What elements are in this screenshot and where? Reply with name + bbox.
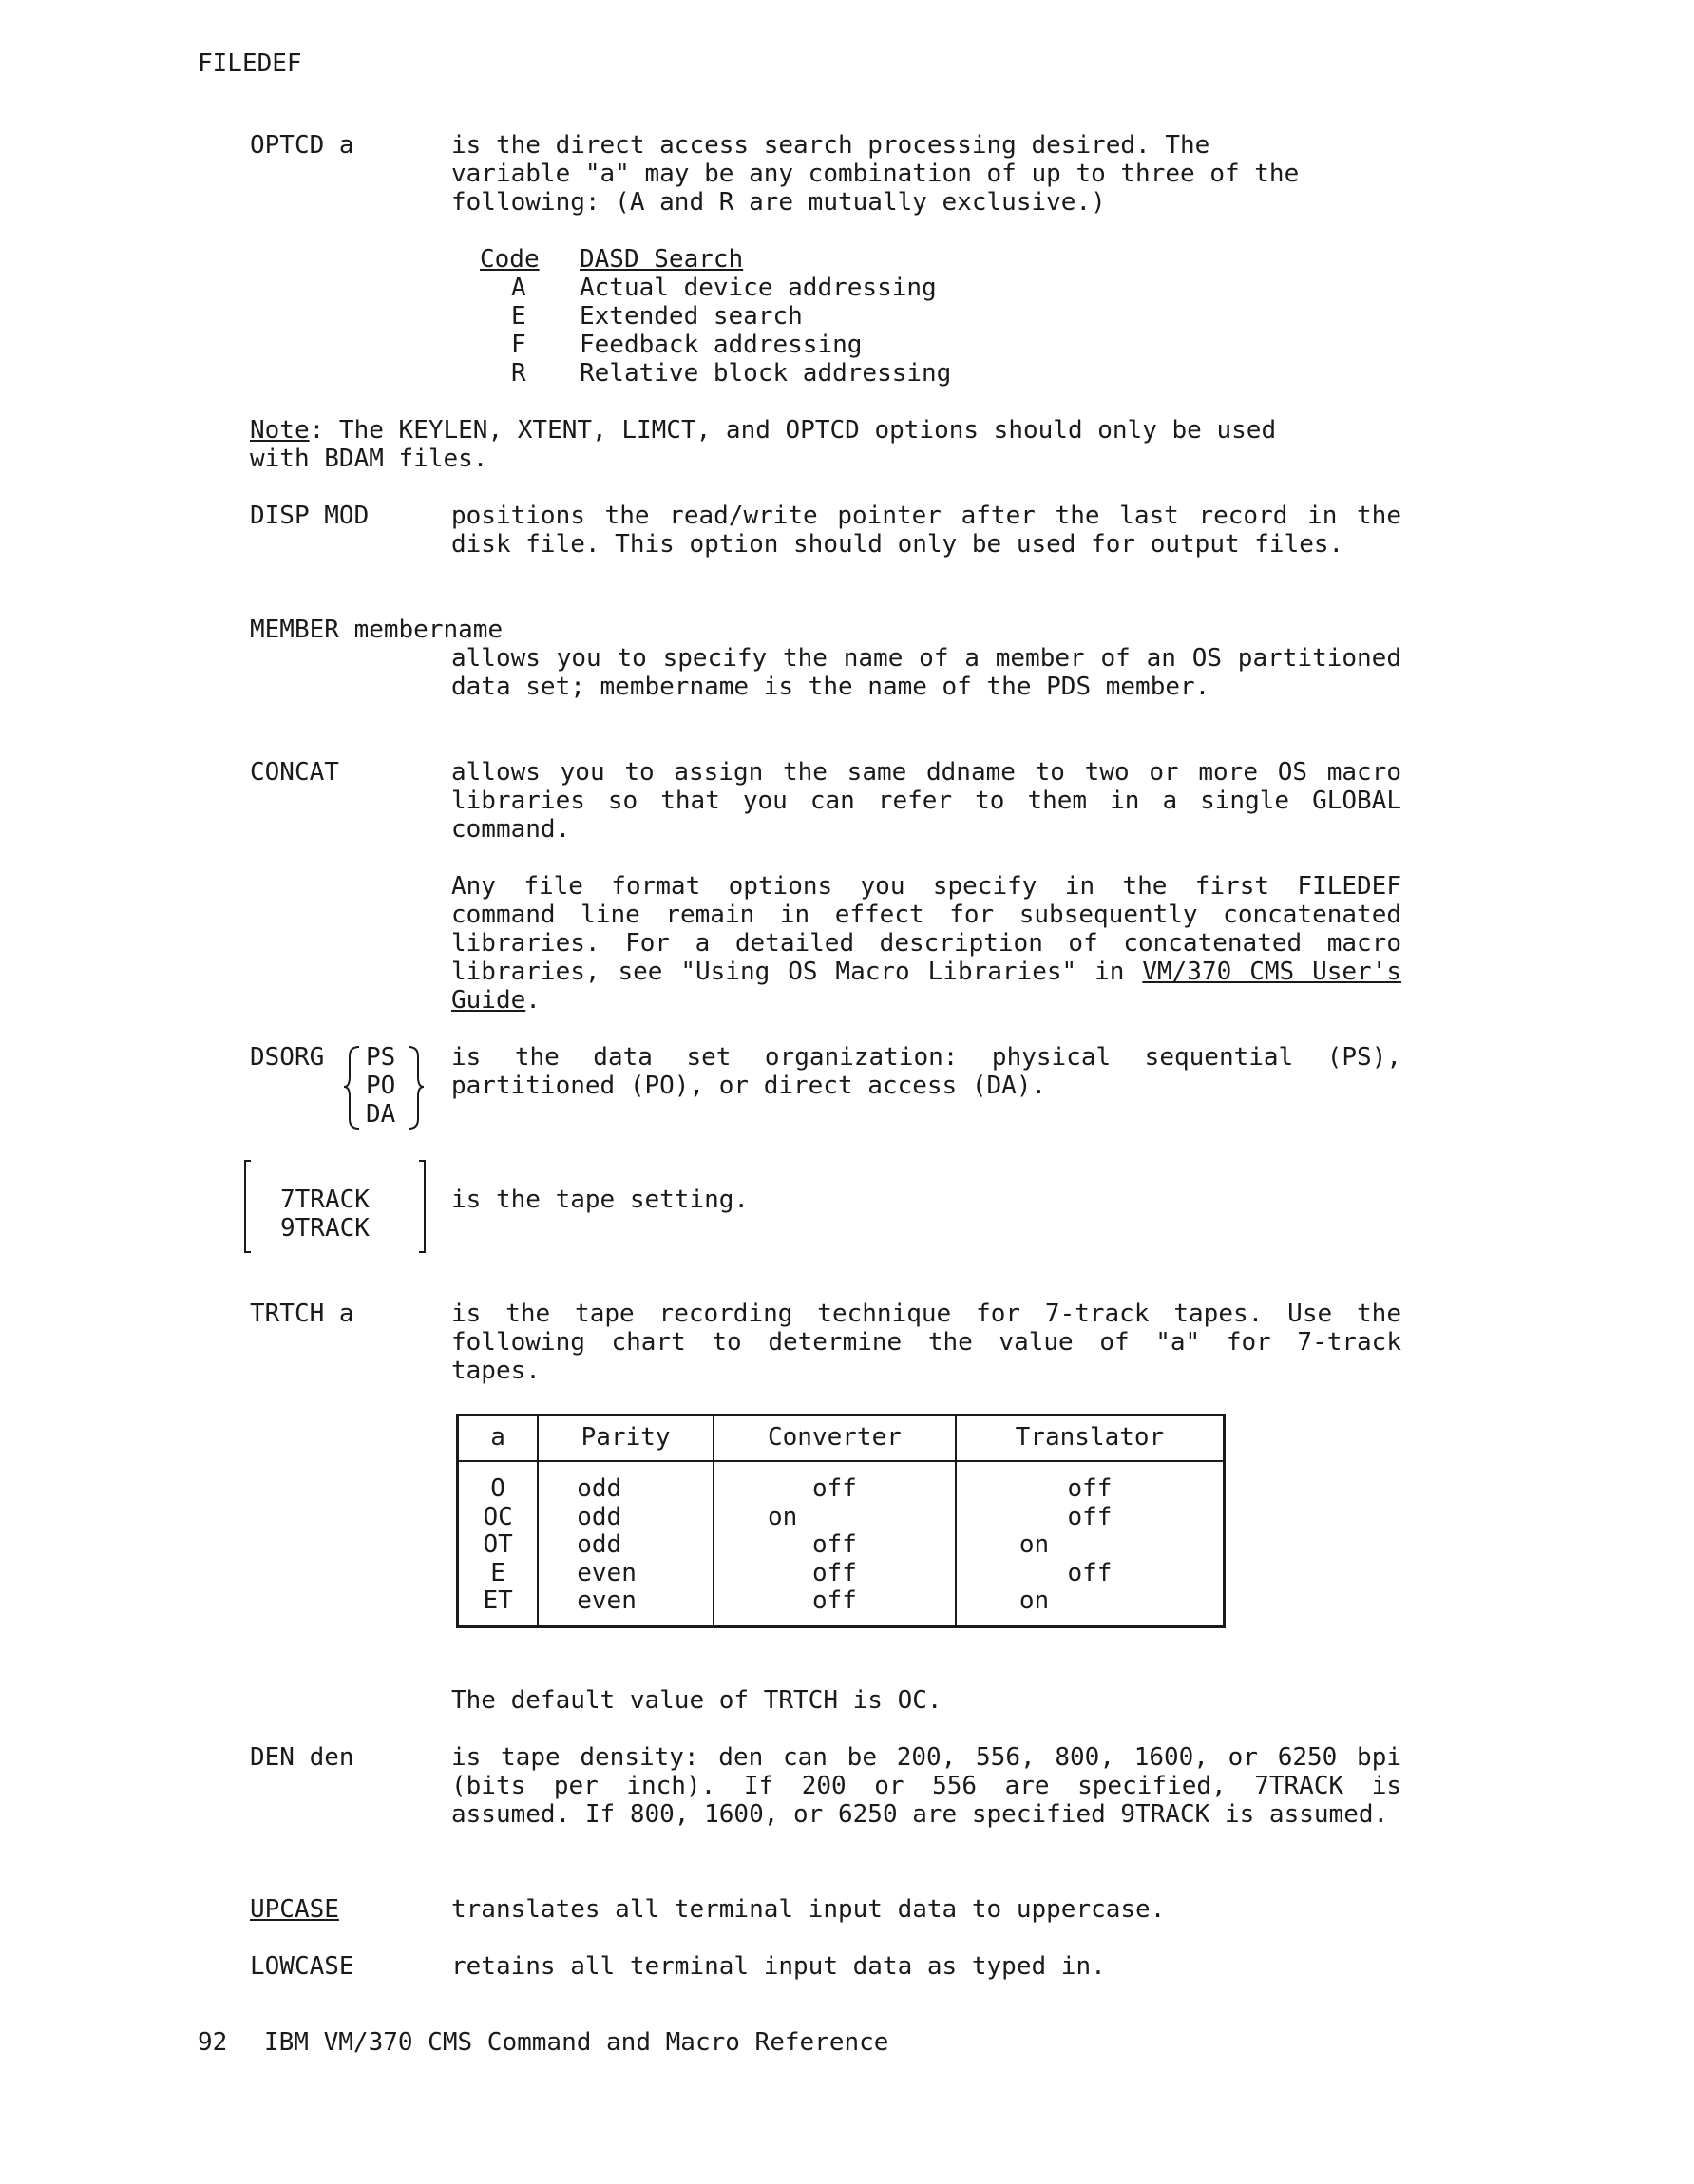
table-row	[458, 1587, 1225, 1626]
cms-users-guide-reference: VM/370 CMS User's Guide	[451, 958, 1402, 1015]
note-line-2: with BDAM files.	[250, 445, 488, 473]
dasd-desc: Actual device addressing	[580, 274, 937, 302]
trtch-term: TRTCH a	[250, 1300, 354, 1328]
note-text: : The KEYLEN, XTENT, LIMCT, and OPTCD options should only be used	[309, 416, 1277, 445]
dasd-code: F	[511, 331, 526, 359]
dasd-code: R	[511, 359, 526, 388]
upcase-term: UPCASE	[250, 1895, 339, 1924]
left-bracket	[245, 1161, 251, 1252]
cell-a: E	[490, 1558, 505, 1587]
cell-converter: off	[714, 1531, 956, 1560]
lowcase-desc: retains all terminal input data as typed in.	[451, 1952, 1106, 1981]
running-header: FILEDEF	[198, 49, 302, 78]
right-bracket	[419, 1161, 425, 1252]
table-row	[458, 1560, 1225, 1588]
col-converter: Converter	[714, 1415, 956, 1462]
upcase-desc: translates all terminal input data to uppercase.	[451, 1895, 1166, 1924]
cell-parity: odd	[538, 1504, 714, 1532]
lowcase-term: LOWCASE	[250, 1952, 354, 1981]
dsorg-braces	[342, 1043, 437, 1130]
dsorg-option-da: DA	[366, 1100, 396, 1129]
dsorg-option-ps: PS	[366, 1043, 396, 1072]
dasd-desc: Feedback addressing	[580, 331, 863, 359]
table-header-row	[458, 1415, 1225, 1462]
cell-a: O	[490, 1474, 505, 1503]
dasd-search-header: DASD Search	[580, 245, 744, 274]
right-brace	[409, 1047, 424, 1129]
col-translator: Translator	[956, 1415, 1225, 1462]
den-term: DEN den	[250, 1743, 354, 1772]
cell-parity: odd	[538, 1531, 714, 1560]
dasd-code-header: Code	[480, 245, 540, 274]
cell-a: OT	[483, 1530, 513, 1559]
cell-converter: off	[714, 1587, 956, 1626]
dsorg-term: DSORG	[250, 1043, 325, 1072]
cell-parity: even	[538, 1560, 714, 1588]
dsorg-desc: is the data set organization: physical sequential (PS), partitioned (PO), or direct access (DA).	[451, 1043, 1401, 1100]
cell-translator: on	[956, 1587, 1225, 1626]
cell-a: ET	[483, 1586, 513, 1615]
left-brace	[344, 1047, 359, 1129]
cell-translator: off	[956, 1461, 1225, 1504]
cell-converter: off	[714, 1560, 956, 1588]
table-row	[458, 1504, 1225, 1532]
disp-mod-term: DISP MOD	[250, 502, 370, 530]
note-label: Note	[250, 416, 310, 445]
concat-desc-2-text: Any file format options you specify in the first FILEDEF command line remain in effect for subsequently concatenated libraries. For a detailed description of concatenated macro libraries, see "Using OS Macro Libraries" in	[451, 872, 1401, 986]
member-desc: allows you to specify the name of a member of an OS partitioned data set; membername is the name of the PDS member.	[451, 644, 1401, 701]
optcd-line-1: is the direct access search processing desired. The	[451, 131, 1210, 160]
table-row	[458, 1461, 1225, 1504]
dasd-code: E	[511, 302, 526, 331]
cell-translator: off	[956, 1504, 1225, 1532]
dasd-desc: Relative block addressing	[580, 359, 952, 388]
cell-translator: off	[956, 1560, 1225, 1588]
dsorg-option-po: PO	[366, 1072, 396, 1100]
cell-a: OC	[483, 1502, 513, 1531]
trtch-desc: is the tape recording technique for 7-track tapes. Use the following chart to determine the value of "a" for 7-track tapes.	[451, 1300, 1401, 1385]
book-title: IBM VM/370 CMS Command and Macro Reference	[264, 2028, 889, 2057]
track-option-7: 7TRACK	[280, 1186, 370, 1214]
trtch-table	[456, 1414, 1226, 1628]
cell-converter: on	[714, 1504, 956, 1532]
note-line-1	[250, 416, 1276, 445]
concat-term: CONCAT	[250, 758, 339, 787]
col-parity: Parity	[538, 1415, 714, 1462]
den-desc: is tape density: den can be 200, 556, 800, 1600, or 6250 bpi (bits per inch). If 200 or 556 are specified, 7TRACK is assumed. If 800, 1600, or 6250 are specified 9TRACK is assumed.	[451, 1743, 1401, 1829]
table-row	[458, 1531, 1225, 1560]
cell-converter: off	[714, 1461, 956, 1504]
optcd-line-2: variable "a" may be any combination of up to three of the	[451, 160, 1300, 188]
cell-translator: on	[956, 1531, 1225, 1560]
col-a: a	[458, 1415, 539, 1462]
optcd-line-3: following: (A and R are mutually exclusive.)	[451, 188, 1106, 217]
concat-desc-1: allows you to assign the same ddname to two or more OS macro libraries so that you can refer to them in a single GLOBAL command.	[451, 758, 1401, 844]
track-desc: is the tape setting.	[451, 1186, 750, 1214]
disp-mod-desc: positions the read/write pointer after the last record in the disk file. This option should only be used for output files.	[451, 502, 1401, 559]
member-term: MEMBER membername	[250, 616, 504, 644]
concat-desc-2	[451, 872, 1401, 1015]
page-number: 92	[198, 2028, 228, 2057]
cell-parity: odd	[538, 1461, 714, 1504]
track-option-9: 9TRACK	[280, 1214, 370, 1243]
trtch-default-note: The default value of TRTCH is OC.	[451, 1686, 942, 1715]
cell-parity: even	[538, 1587, 714, 1626]
dasd-code: A	[511, 274, 526, 302]
optcd-term: OPTCD a	[250, 131, 354, 160]
concat-desc-2-end: .	[525, 986, 541, 1015]
dasd-desc: Extended search	[580, 302, 803, 331]
